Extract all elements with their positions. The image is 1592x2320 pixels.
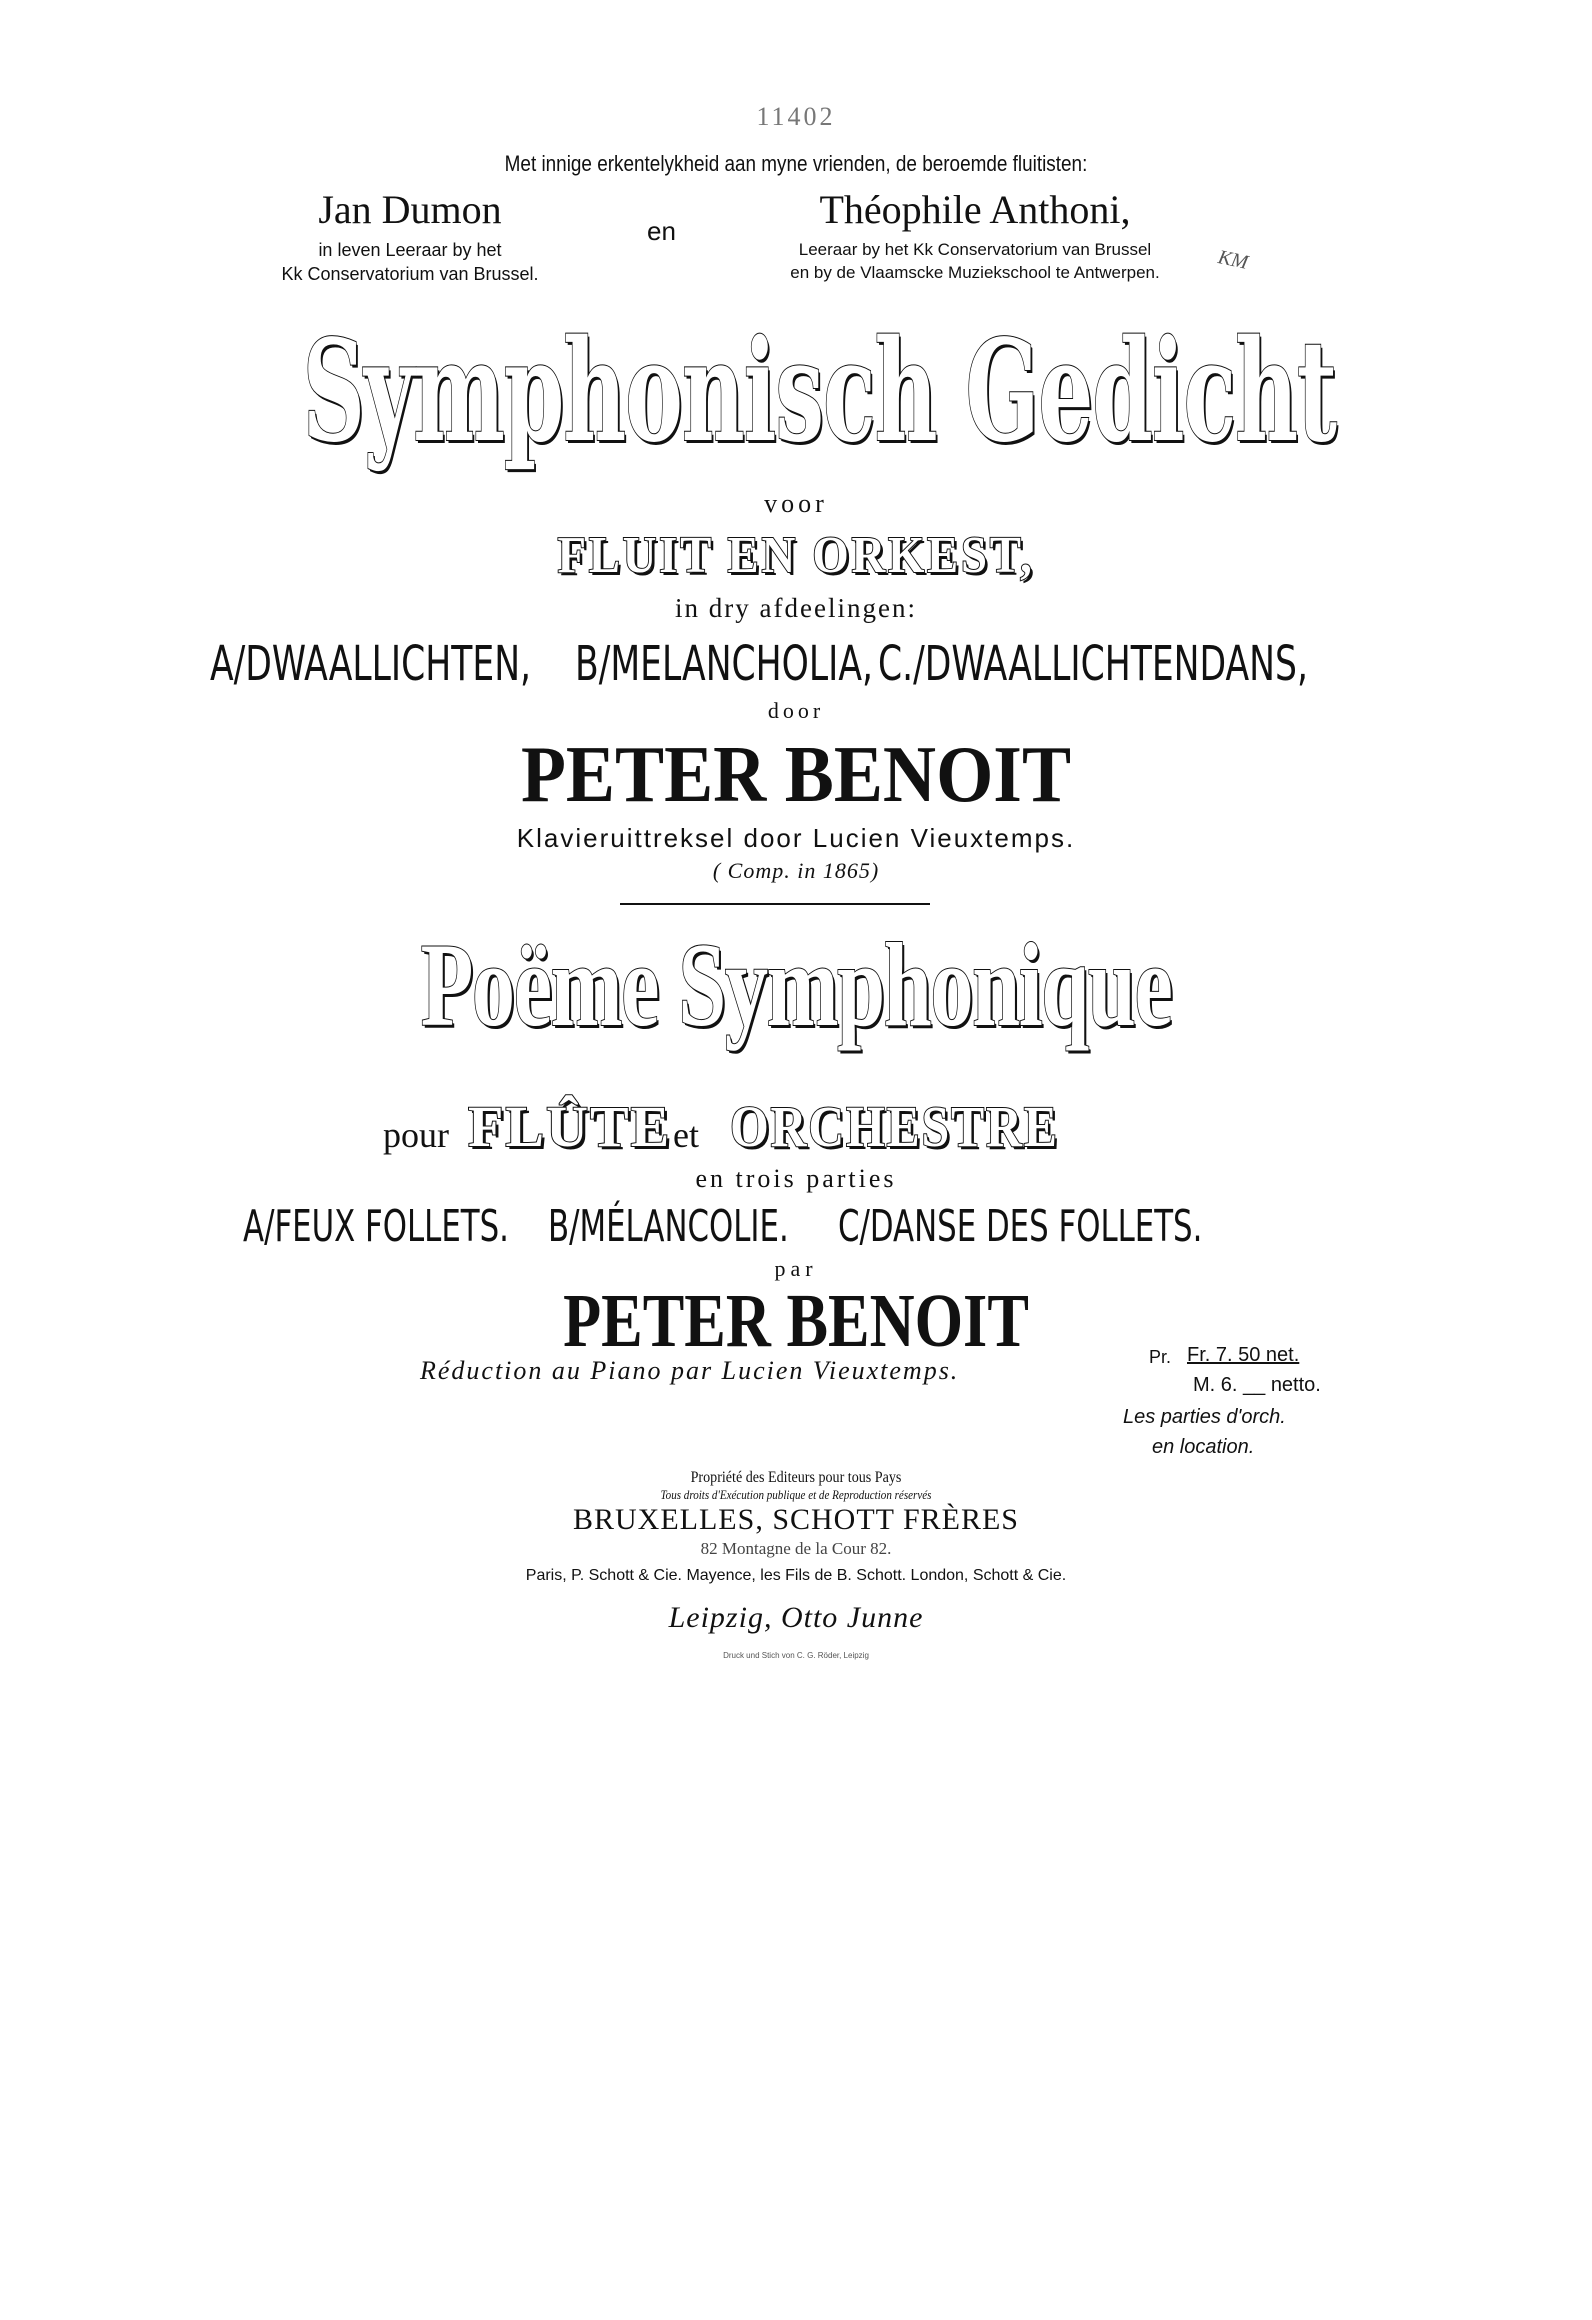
dedicatee-left-name: Jan Dumon	[318, 187, 502, 232]
dedication-line: Met innige erkentelykheid aan myne vrienden, de beroemde fluitisten:	[504, 151, 1088, 176]
publisher-rights: Tous droits d'Exécution publique et de Reproduction réservés	[660, 1487, 932, 1502]
dedicatee-right-role-2: en by de Vlaamscke Muziekschool te Antwerpen.	[790, 263, 1160, 282]
publisher-branches: Paris, P. Schott & Cie. Mayence, les Fils de B. Schott. London, Schott & Cie.	[525, 1567, 1067, 1584]
french-title: Poëme Symphonique	[420, 918, 1172, 1051]
price-note-1: Les parties d'orch.	[1123, 1406, 1286, 1428]
price-francs: Fr. 7. 50 net.	[1187, 1344, 1300, 1366]
price-prefix: Pr.	[1149, 1347, 1172, 1367]
catalog-number: 11402	[756, 102, 836, 131]
french-et: et	[673, 1115, 699, 1155]
dedicatee-right	[750, 187, 1200, 283]
price-marks: M. 6. __ netto.	[1193, 1374, 1321, 1396]
french-part-a: A/FEUX FOLLETS.	[243, 1201, 509, 1252]
publisher-leipzig: Leipzig, Otto Junne	[668, 1601, 924, 1634]
french-part-b: B/MÉLANCOLIE.	[548, 1201, 789, 1252]
dutch-voor: voor	[764, 489, 828, 518]
french-pour: pour	[383, 1115, 449, 1155]
publisher-property: Propriété des Editeurs pour tous Pays	[690, 1469, 902, 1486]
dutch-title: Symphonisch Gedicht	[302, 310, 1336, 474]
french-composer: PETER BENOIT	[563, 1279, 1029, 1363]
publisher-name: BRUXELLES, SCHOTT FRÈRES	[572, 1503, 1019, 1536]
dedicatee-left-role-1: in leven Leeraar by het	[318, 240, 502, 260]
dutch-door: door	[767, 698, 825, 723]
dutch-instrumentation: FLUIT EN ORKEST,	[557, 527, 1035, 584]
french-par: par	[774, 1256, 818, 1281]
dedicatee-right-name: Théophile Anthoni,	[819, 187, 1131, 232]
price-note-2: en location.	[1152, 1436, 1255, 1458]
dedicatee-left-role-2: Kk Conservatorium van Brussel.	[281, 264, 539, 284]
dutch-parts-intro: in dry afdeelingen:	[675, 593, 917, 623]
section-divider	[620, 903, 930, 905]
dedication-connector: en	[647, 216, 676, 246]
dutch-part-a: A/DWAALLICHTEN,	[210, 636, 532, 692]
marginal-note: KM	[1216, 246, 1250, 274]
dutch-part-b: B/MELANCHOLIA,	[575, 636, 873, 692]
dutch-composed: ( Comp. in 1865)	[712, 858, 880, 883]
dutch-part-c: C./DWAALLICHTENDANS,	[878, 636, 1308, 692]
french-orchestra: ORCHESTRE	[730, 1094, 1059, 1159]
dedicatee-right-role-1: Leeraar by het Kk Conservatorium van Brussel	[798, 240, 1152, 259]
french-reduction: Réduction au Piano par Lucien Vieuxtemps.	[420, 1356, 960, 1385]
french-flute: FLÛTE	[468, 1094, 672, 1159]
dedicatee-left	[230, 187, 590, 285]
french-part-c: C/DANSE DES FOLLETS.	[838, 1201, 1203, 1252]
dutch-reduction: Klavieruittreksel door Lucien Vieuxtemps.	[516, 823, 1076, 853]
french-parts-intro: en trois parties	[695, 1164, 897, 1193]
publisher-address: 82 Montagne de la Cour 82.	[700, 1539, 892, 1558]
printer-credit: Druck und Stich von C. G. Röder, Leipzig	[723, 1651, 869, 1660]
dutch-composer: PETER BENOIT	[520, 731, 1072, 819]
